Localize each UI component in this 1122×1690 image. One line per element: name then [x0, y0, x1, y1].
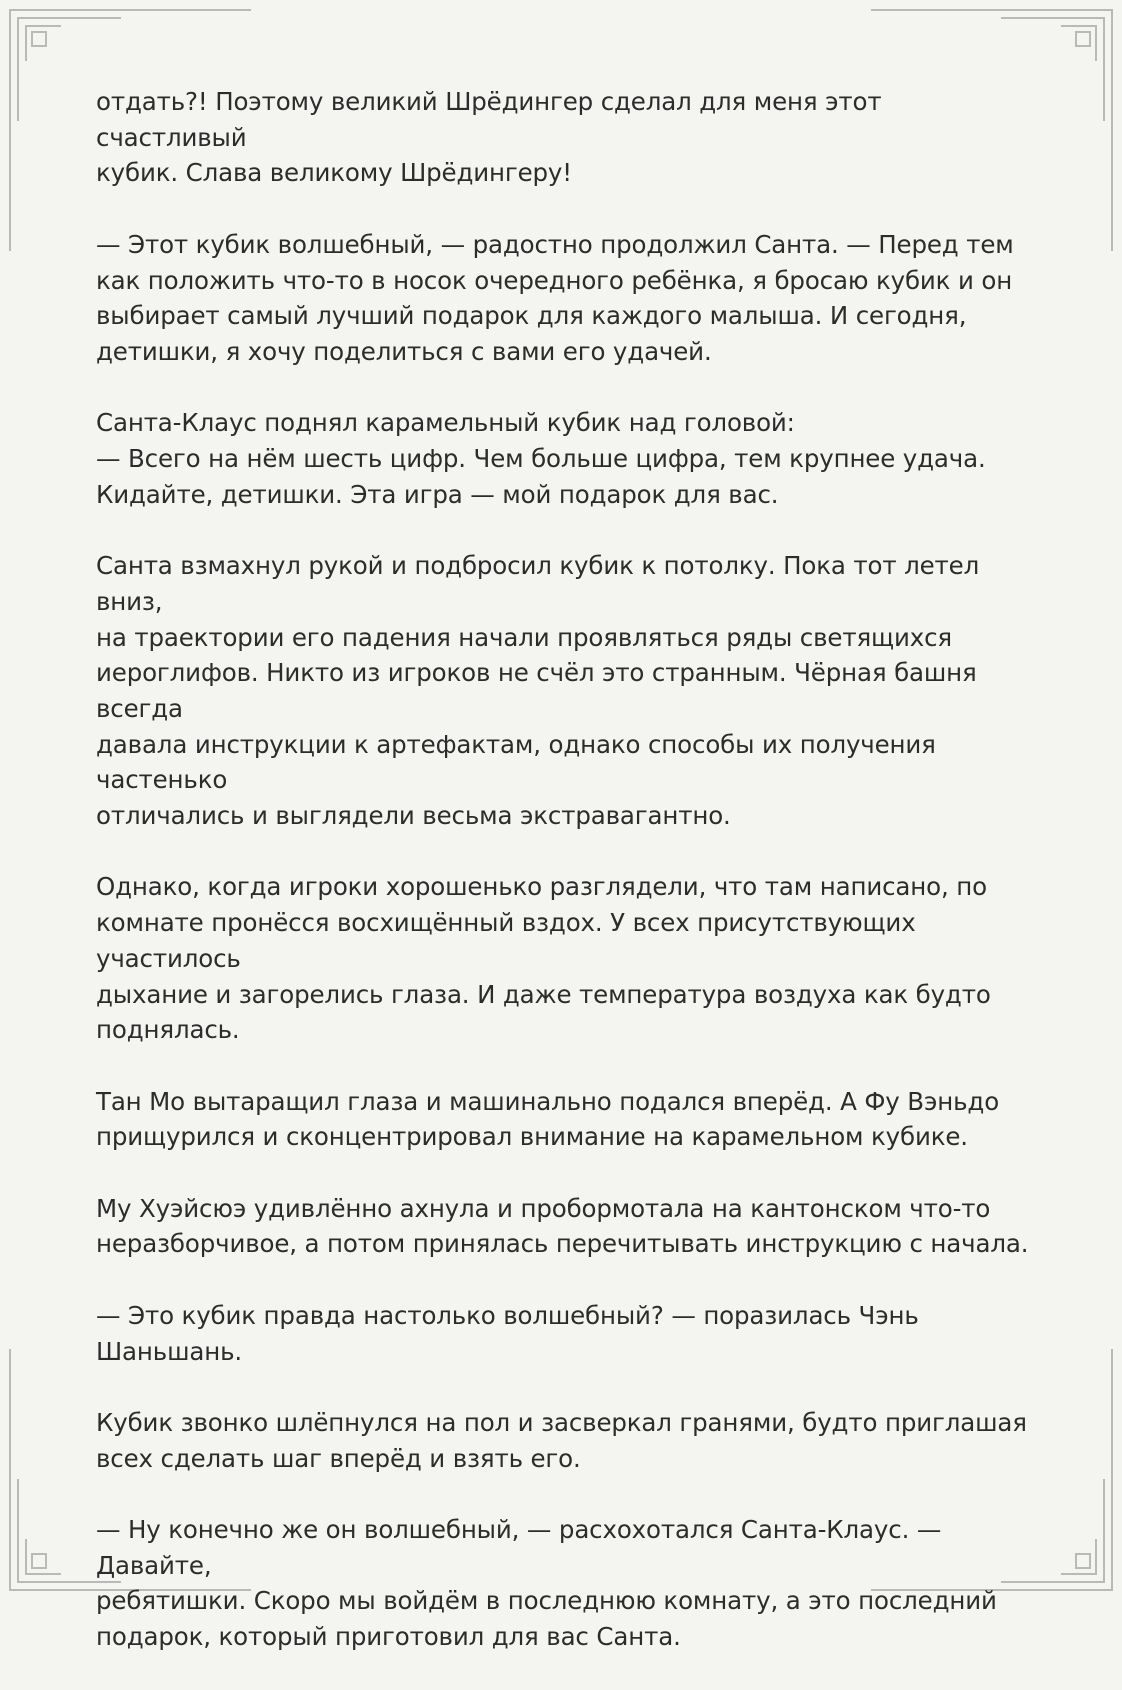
paragraph: отдать?! Поэтому великий Шрёдингер сделал для меня этот счастливый кубик. Слава великому Шрёдингеру! — [96, 87, 882, 188]
paragraph: Санта взмахнул рукой и подбросил кубик к потолку. Пока тот летел вниз, на траектории его падения начали проявляться ряды светящихся иероглифов. Никто из игроков не счёл это странным. Чёрная башня всегда давала инструкции к артефактам, однако способы их получения частенько отличались и выглядели весьма экстравагантно. — [96, 551, 980, 831]
paragraph: Санта-Клаус поднял карамельный кубик над головой: — Всего на нём шесть цифр. Чем больше цифра, тем крупнее удача. Кидайте, детишки. Эта игра — мой подарок для вас. — [96, 408, 986, 509]
story-text — [96, 84, 1036, 1690]
paragraph: Кубик звонко шлёпнулся на пол и засверкал гранями, будто приглашая всех сделать шаг вперёд и взять его. — [96, 1407, 1027, 1473]
paragraph: — Это кубик правда настолько волшебный? — поразилась Чэнь Шаньшань. — [96, 1300, 919, 1366]
paragraph: — Этот кубик волшебный, — радостно продолжил Санта. — Перед тем как положить что-то в носок очередного ребёнка, я бросаю кубик и он выбирает самый лучший подарок для каждого малыша. И сегодня, детишки, я хочу поделиться с вами его удачей. — [96, 229, 1014, 366]
paragraph: Тан Мо вытаращил глаза и машинально подался вперёд. А Фу Вэньдо прищурился и сконцентрировал внимание на карамельном кубике. — [96, 1086, 1000, 1152]
paragraph: Однако, когда игроки хорошенько разглядели, что там написано, по комнате пронёсся восхищённый вздох. У всех присутствующих участилось дыхание и загорелись глаза. И даже температура воздуха как будто поднялась. — [96, 872, 991, 1045]
paragraph: Му Хуэйсюэ удивлённо ахнула и пробормотала на кантонском что-то неразборчивое, а потом принялась перечитывать инструкцию с начала. — [96, 1193, 1029, 1259]
paragraph: — Ну конечно же он волшебный, — расхохотался Санта-Клаус. — Давайте, ребятишки. Скоро мы войдём в последнюю комнату, а это последний подарок, который приготовил для вас Санта. — [96, 1514, 997, 1652]
